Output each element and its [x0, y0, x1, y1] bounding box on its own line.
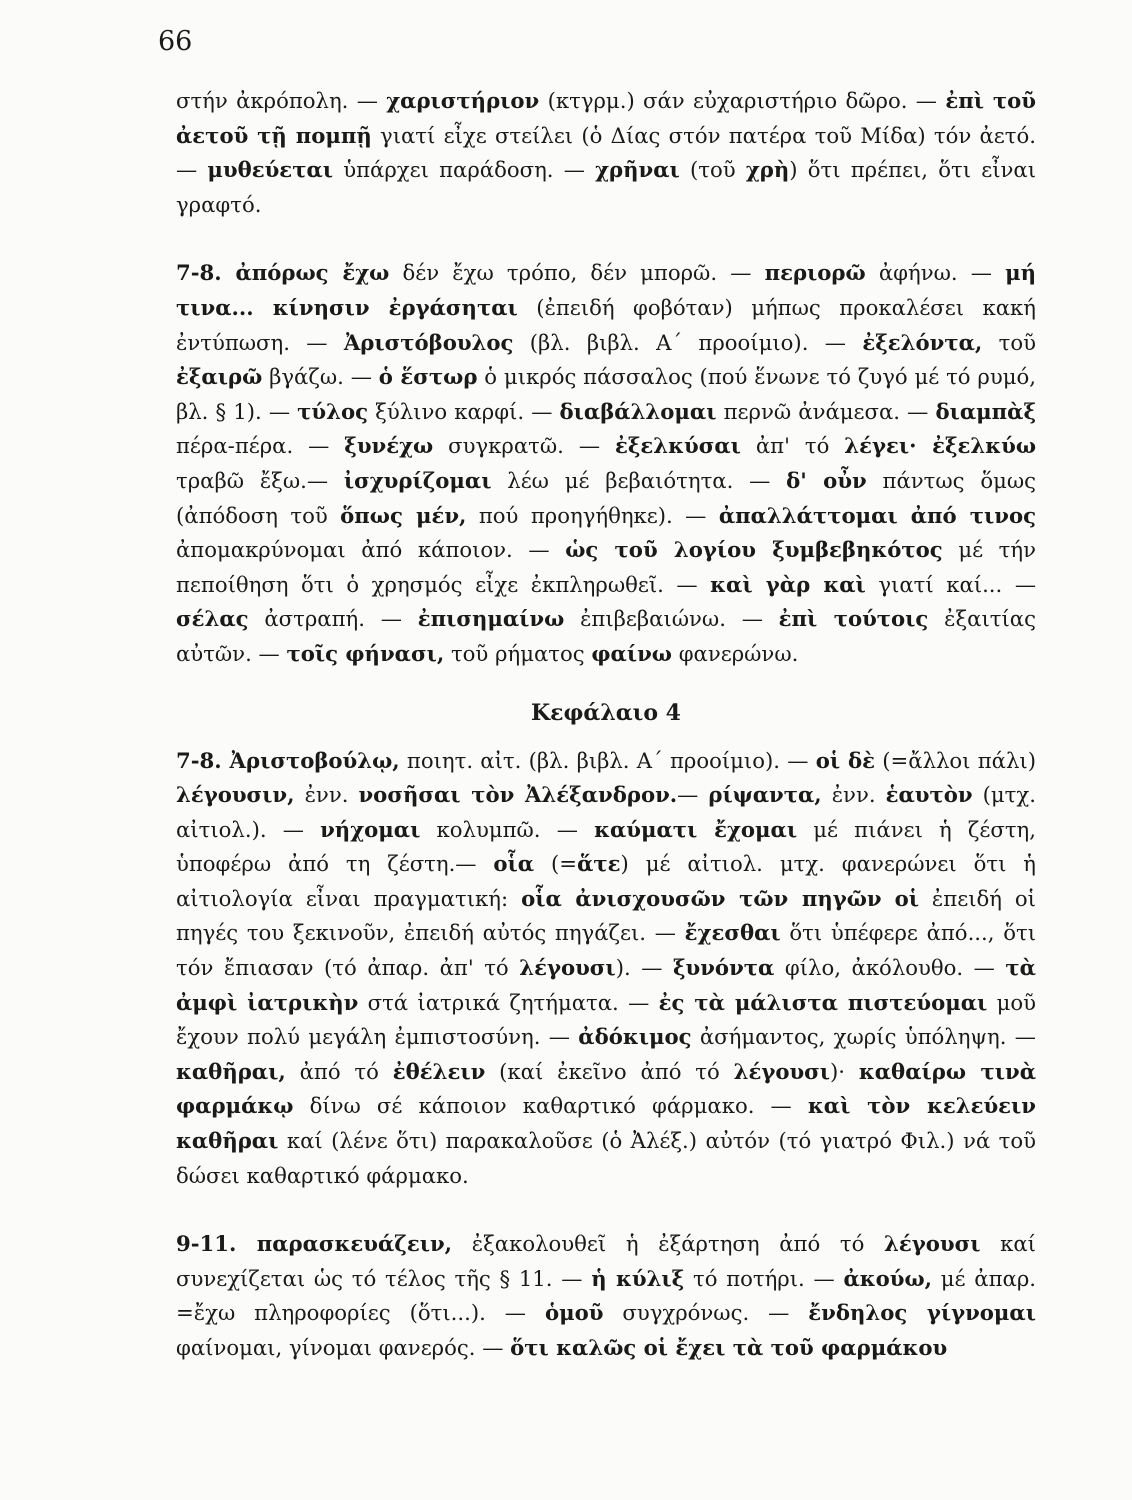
paragraph — [176, 744, 1036, 1194]
text-segment: ἀσήμαντος, χωρίς ὑπόληψη. — — [691, 1024, 1036, 1050]
text-segment: ποιητ. αἰτ. (βλ. βιβλ. Α΄ προοίμιο). — — [399, 747, 816, 773]
text-segment: μοῦ ἔχουν πολύ μεγάλη ἐμπιστοσύνη. — — [176, 989, 1036, 1050]
bold-term: 7-8. Ἀριστοβούλῳ, — [176, 747, 400, 773]
bold-term: οἱ — [894, 885, 919, 911]
bold-term: ὡς τοῦ λογίου ξυμβεβηκότος — [565, 537, 943, 563]
bold-term: ἐπὶ τούτοις — [778, 606, 929, 632]
text-segment: ). — — [615, 955, 673, 981]
bold-term: ἐς τὰ μάλιστα πιστεύομαι — [658, 989, 988, 1015]
text-segment: τραβῶ ἔξω.— — [176, 467, 344, 493]
text-segment: καί συνεχίζεται ὡς τό τέλος τῆς § 11. — — [176, 1231, 1036, 1291]
text-segment: τό ποτήρι. — — [684, 1265, 844, 1291]
text-segment: στήν ἀκρόπολη. — — [176, 88, 387, 113]
text-segment: (=ἄλλοι πάλι) — [874, 747, 1036, 773]
text-segment: ) μέ αἰτιολ. μτχ. φανερώνει ὅτι ἡ αἰτιολογία εἶναι πραγματική: — [176, 851, 1036, 911]
bold-term: τὰ ἀμφὶ ἰατρικὴν — [176, 955, 1036, 1015]
bold-term: ἀδόκιμος — [578, 1024, 692, 1050]
text-segment: πού προηγήθηκε). — — [466, 502, 719, 528]
text-segment: ἀπό τό — [285, 1058, 393, 1084]
text-segment: ἀστραπή. — — [248, 606, 418, 632]
bold-term: περιορῶ — [764, 260, 866, 286]
bold-term: ἔνδηλος γίγνομαι — [808, 1300, 1036, 1326]
bold-term: ὁμοῦ — [544, 1300, 604, 1326]
bold-term: χαριστήριον — [386, 88, 540, 113]
paragraph — [176, 84, 1036, 222]
text-segment: ) ὅτι πρέπει, ὅτι εἶναι γραφτό. — [176, 157, 1037, 217]
bold-term: καὶ τὸν κελεύειν καθῆραι — [176, 1093, 1036, 1154]
text-segment: περνῶ ἀνάμεσα. — — [716, 398, 936, 424]
bold-term: φαίνω — [591, 640, 672, 666]
text-segment: ἐπιβεβαιώνω. — — [564, 606, 779, 632]
bold-term: χρῆναι — [595, 157, 680, 183]
bold-term: ἐξαιρῶ — [176, 364, 263, 390]
bold-term: καθῆραι, — [176, 1058, 286, 1084]
text-segment: φανερώνω. — [671, 640, 799, 666]
bold-term: ἐπισημαίνω — [417, 606, 565, 632]
page-number: 66 — [158, 26, 193, 57]
text-segment: γιατί εἶχε στείλει (ὁ Δίας στόν πατέρα τοῦ Μίδα) τόν ἀετό. — — [176, 122, 1036, 183]
text-segment: ἀπομακρύνομαι ἀπό κάποιον. — — [176, 537, 566, 563]
text-segment: ἐνν. — [294, 782, 359, 808]
bold-term: καθαίρω τινὰ φαρμάκῳ — [176, 1058, 1036, 1119]
bold-term: ὅπως μέν, — [340, 502, 467, 528]
text-segment: (τοῦ — [679, 157, 746, 183]
text-segment: φίλο, ἀκόλουθο. — — [774, 955, 1006, 981]
bold-term: ἀκούω, — [843, 1265, 933, 1291]
bold-term: ἐθέλειν — [392, 1058, 486, 1084]
bold-term: νήχομαι — [320, 816, 421, 842]
text-segment: ὁ μικρός πάσσαλος (πού ἕνωνε τό ζυγό μέ τό ρυμό, βλ. § 1). — — [176, 364, 1037, 424]
text-segment: μέ ἀπαρ. =ἔχω πληροφορίες (ὅτι...). — — [176, 1265, 1037, 1326]
text-segment: λέω μέ βεβαιότητα. — — [491, 467, 787, 493]
bold-term: ὅτι καλῶς οἱ ἔχει τὰ τοῦ φαρμάκου — [510, 1335, 948, 1360]
bold-term: ἐξελκύσαι — [614, 433, 741, 459]
bold-term: χρὴ — [745, 157, 790, 183]
text-segment — [882, 886, 895, 911]
bold-term: λέγουσι — [519, 955, 616, 981]
bold-term: διαβάλλομαι — [559, 398, 717, 424]
bold-term: καύματι ἔχομαι — [594, 816, 798, 842]
text-segment: μέ πιάνει ἡ ζέστη, ὑποφέρω ἀπό τη ζέστη.— — [176, 816, 1036, 877]
bold-term: διαμπὰξ — [935, 398, 1036, 424]
bold-term: ἐπὶ τοῦ ἀετοῦ τῇ πομπῇ — [176, 88, 1037, 148]
bold-term: ἑαυτὸν — [885, 782, 973, 808]
text-segment: πέρα-πέρα. — — [176, 433, 345, 459]
text-segment: τοῦ ρήματος — [444, 640, 592, 666]
text-segment: συγκρατῶ. — — [433, 433, 615, 459]
bold-term: 9-11. παρασκευάζειν, — [176, 1231, 453, 1257]
text-segment: ἀπ' τό — [740, 433, 845, 459]
text-segment: ἐνν. — [821, 782, 886, 808]
text-segment: δίνω σέ κάποιον καθαρτικό φάρμακο. — — [293, 1093, 808, 1119]
text-segment: συγχρόνως. — — [603, 1300, 809, 1326]
text-segment: (κτγρμ.) σάν εὐχαριστήριο δῶρο. — — [539, 88, 946, 113]
bold-term: τοῖς φήνασι, — [286, 640, 445, 666]
paragraph — [176, 256, 1036, 671]
bold-term: λέγουσι — [884, 1231, 981, 1257]
paragraph — [176, 1227, 1036, 1365]
page-body — [176, 84, 1036, 1366]
text-segment: πάντως ὅμως (ἀπόδοση τοῦ — [176, 467, 1036, 528]
text-segment: ὅτι ὑπέφερε ἀπό..., ὅτι τόν ἔπιασαν (τό ἀπαρ. ἀπ' τό — [176, 920, 1037, 981]
text-segment: μέ τήν πεποίθηση ὅτι ὁ χρησμός εἶχε ἐκπληρωθεῖ. — — [176, 537, 1036, 597]
text-segment: φαίνομαι, γίνομαι φανερός. — — [176, 1335, 511, 1360]
text-segment: — — [677, 782, 709, 808]
bold-term: τύλος — [297, 398, 369, 424]
text-segment: στά ἰατρικά ζητήματα. — — [358, 989, 659, 1015]
chapter-title: Κεφάλαιο 4 — [531, 699, 681, 726]
text-segment: ξύλινο καρφί. — — [368, 398, 560, 424]
bold-term: λέγουσιν, — [176, 782, 295, 808]
text-segment: ἐπειδή οἱ πηγές του ξεκινοῦν, ἐπειδή αὐτός πηγάζει. — — [176, 885, 1036, 946]
bold-term: λέγουσι — [733, 1058, 831, 1084]
bold-term: ἰσχυρίζομαι — [343, 467, 492, 493]
text-segment: καί (λένε ὅτι) παρακαλοῦσε (ὁ Ἀλέξ.) αὐτόν (τό γιατρό Φιλ.) νά τοῦ δώσει καθαρτικό φάρμακο. — [176, 1128, 1036, 1188]
text-segment: (βλ. βιβλ. Α΄ προοίμιο). — — [513, 329, 863, 355]
bold-term: ἡ κύλιξ — [591, 1265, 685, 1291]
bold-term: δ' οὖν — [786, 467, 867, 493]
text-segment: ὑπάρχει παράδοση. — — [333, 157, 596, 183]
bold-term: ἐξελόντα, — [862, 329, 983, 355]
bold-term: Ἀριστόβουλος — [343, 329, 514, 355]
text-segment: βγάζω. — — [262, 364, 379, 390]
bold-term: ἔχεσθαι — [684, 920, 781, 946]
bold-term: ἅτε — [577, 851, 621, 877]
text-segment: (καί ἐκεῖνο ἀπό τό — [485, 1058, 734, 1084]
bold-term: μή τινα... κίνησιν ἐργάσηται — [176, 260, 1036, 320]
text-segment: δέν ἔχω τρόπο, δέν μπορῶ. — — [389, 260, 765, 286]
bold-term: οἷα ἀνισχουσῶν τῶν πηγῶν — [521, 885, 882, 911]
text-segment: ἐξαιτίας αὐτῶν. — — [176, 606, 1036, 666]
bold-term: 7-8. ἀπόρως ἔχω — [176, 260, 390, 286]
bold-term: οἱ δὲ — [815, 747, 875, 773]
bold-term: ξυνόντα — [672, 955, 775, 981]
text-segment: τοῦ — [982, 329, 1036, 355]
bold-term: ρίψαντα, — [708, 782, 822, 808]
text-segment: (= — [534, 851, 578, 877]
bold-term: νοσῆσαι τὸν Ἀλέξανδρον. — [358, 782, 678, 808]
bold-term: σέλας — [176, 606, 249, 632]
text-segment: γιατί καί... — — [865, 571, 1037, 597]
text-segment: ἀφήνω. — — [865, 260, 1006, 286]
text-segment: κολυμπῶ. — — [420, 816, 595, 842]
bold-term: καὶ γὰρ καὶ — [710, 571, 866, 597]
text-segment: (ἐπειδή φοβόταν) μήπως προκαλέσει κακή ἐντύπωση. — — [176, 294, 1036, 355]
bold-term: μυθεύεται — [207, 157, 334, 183]
bold-term: ὁ ἕστωρ — [378, 364, 478, 390]
text-segment: )· — [830, 1058, 859, 1084]
text-segment: ἐξακολουθεῖ ἡ ἐξάρτηση ἀπό τό — [452, 1231, 885, 1257]
bold-term: λέγει· ἐξελκύω — [844, 433, 1036, 459]
bold-term: ἀπαλλάττομαι ἀπό τινος — [718, 502, 1037, 528]
text-segment: (μτχ. αἰτιολ.). — — [176, 782, 1036, 842]
bold-term: οἷα — [493, 851, 535, 877]
bold-term: ξυνέχω — [344, 433, 434, 459]
